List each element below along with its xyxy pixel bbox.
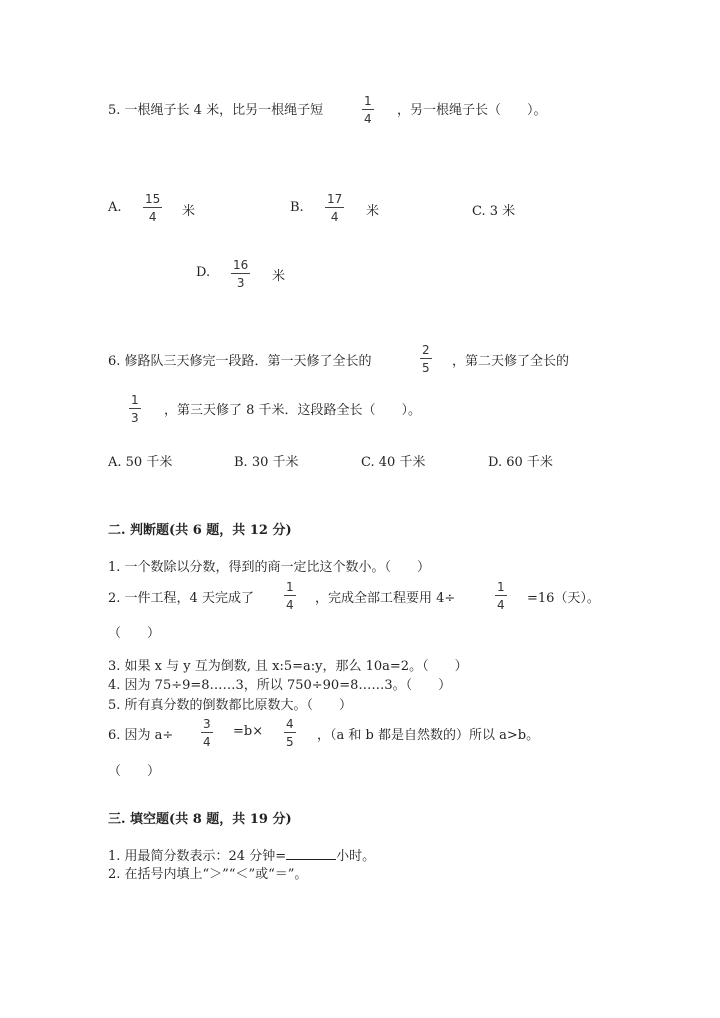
q5-option-b-unit: 米 bbox=[366, 204, 380, 219]
s2-item-2-fraction-1 bbox=[284, 581, 296, 611]
s2-item-6-paren: （ ） bbox=[108, 764, 161, 779]
s2-item-1: 1. 一个数除以分数，得到的商一定比这个数小。（ ） bbox=[108, 560, 431, 575]
fraction-numerator: 2 bbox=[422, 343, 430, 357]
q6-option-c: C. 40 千米 bbox=[361, 455, 426, 470]
q5-option-a-label: A. bbox=[108, 200, 122, 215]
q6-text-c: ，第三天修了 8 千米．这段路全长（ ）。 bbox=[164, 403, 422, 418]
q5-option-b-fraction bbox=[325, 193, 344, 223]
s2-item-2-text-b: ，完成全部工程要用 4÷ bbox=[315, 591, 456, 606]
s2-item-2-text-a: 2. 一件工程，4 天完成了 bbox=[108, 591, 254, 606]
q5-option-d-fraction bbox=[231, 259, 250, 289]
fraction-denominator: 5 bbox=[286, 735, 294, 749]
section-3-title: 三. 填空题(共 8 题，共 19 分) bbox=[108, 812, 292, 827]
q6-fraction-2 bbox=[129, 394, 141, 424]
s2-item-2-paren: （ ） bbox=[108, 626, 161, 641]
answer-blank[interactable] bbox=[286, 847, 336, 860]
q6-text-b: ，第二天修了全长的 bbox=[452, 354, 570, 369]
q6-text-a: 6. 修路队三天修完一段路．第一天修了全长的 bbox=[108, 354, 372, 369]
s2-item-2-fraction-2 bbox=[495, 581, 507, 611]
s3-item-1 bbox=[108, 845, 375, 864]
fraction-denominator: 4 bbox=[286, 598, 294, 612]
fraction-denominator: 3 bbox=[236, 276, 245, 290]
fraction-numerator: 16 bbox=[233, 258, 249, 272]
s2-item-6-text-b: =b× bbox=[233, 724, 264, 739]
fraction-denominator: 4 bbox=[203, 735, 211, 749]
fraction-denominator: 4 bbox=[330, 210, 339, 224]
q6-option-d: D. 60 千米 bbox=[488, 455, 553, 470]
fraction-numerator: 1 bbox=[497, 580, 505, 594]
q5-option-d-unit: 米 bbox=[272, 269, 286, 284]
fraction-denominator: 4 bbox=[364, 112, 372, 126]
s2-item-3: 3. 如果 x 与 y 互为倒数, 且 x:5=a:y，那么 10a=2。（ ） bbox=[108, 659, 468, 674]
q5-option-b-label: B. bbox=[290, 200, 304, 215]
q5-text-a: 5. 一根绳子长 4 米，比另一根绳子短 bbox=[108, 103, 324, 118]
s2-item-6-fraction-1 bbox=[201, 718, 213, 748]
fraction-numerator: 3 bbox=[203, 717, 211, 731]
q6-fraction-1 bbox=[420, 344, 432, 374]
s3-item-1-text-a: 1. 用最简分数表示：24 分钟= bbox=[108, 849, 287, 864]
fraction-numerator: 1 bbox=[131, 393, 139, 407]
q6-option-a: A. 50 千米 bbox=[108, 455, 173, 470]
fraction-denominator: 5 bbox=[422, 361, 430, 375]
fraction-denominator: 4 bbox=[497, 598, 505, 612]
fraction-numerator: 1 bbox=[364, 94, 372, 108]
fraction-numerator: 1 bbox=[286, 580, 294, 594]
s3-item-1-text-b: 小时。 bbox=[336, 849, 376, 864]
q5-fraction bbox=[362, 95, 374, 125]
s3-item-2: 2. 在括号内填上“＞”“＜”或“＝”。 bbox=[108, 867, 308, 882]
section-2-title: 二. 判断题(共 6 题，共 12 分) bbox=[108, 523, 292, 538]
q5-text-b: ，另一根绳子长（ ）。 bbox=[397, 103, 547, 118]
q5-option-c: C. 3 米 bbox=[472, 204, 516, 219]
s2-item-6-text-a: 6. 因为 a÷ bbox=[108, 728, 174, 743]
s2-item-6-fraction-2 bbox=[284, 718, 296, 748]
s2-item-5: 5. 所有真分数的倒数都比原数大。（ ） bbox=[108, 698, 353, 713]
fraction-denominator: 3 bbox=[131, 411, 139, 425]
fraction-numerator: 17 bbox=[327, 192, 343, 206]
q6-option-b: B. 30 千米 bbox=[234, 455, 299, 470]
q5-option-a-fraction bbox=[143, 193, 162, 223]
fraction-numerator: 4 bbox=[286, 717, 294, 731]
q5-option-d-label: D. bbox=[196, 265, 211, 280]
fraction-denominator: 4 bbox=[148, 210, 157, 224]
s2-item-6-text-c: ，（a 和 b 都是自然数的）所以 a>b。 bbox=[317, 728, 540, 743]
fraction-numerator: 15 bbox=[145, 192, 161, 206]
q5-option-a-unit: 米 bbox=[182, 204, 196, 219]
s2-item-2-text-c: =16（天）。 bbox=[527, 591, 600, 606]
s2-item-4: 4. 因为 75÷9=8……3，所以 750÷90=8……3。（ ） bbox=[108, 678, 452, 693]
